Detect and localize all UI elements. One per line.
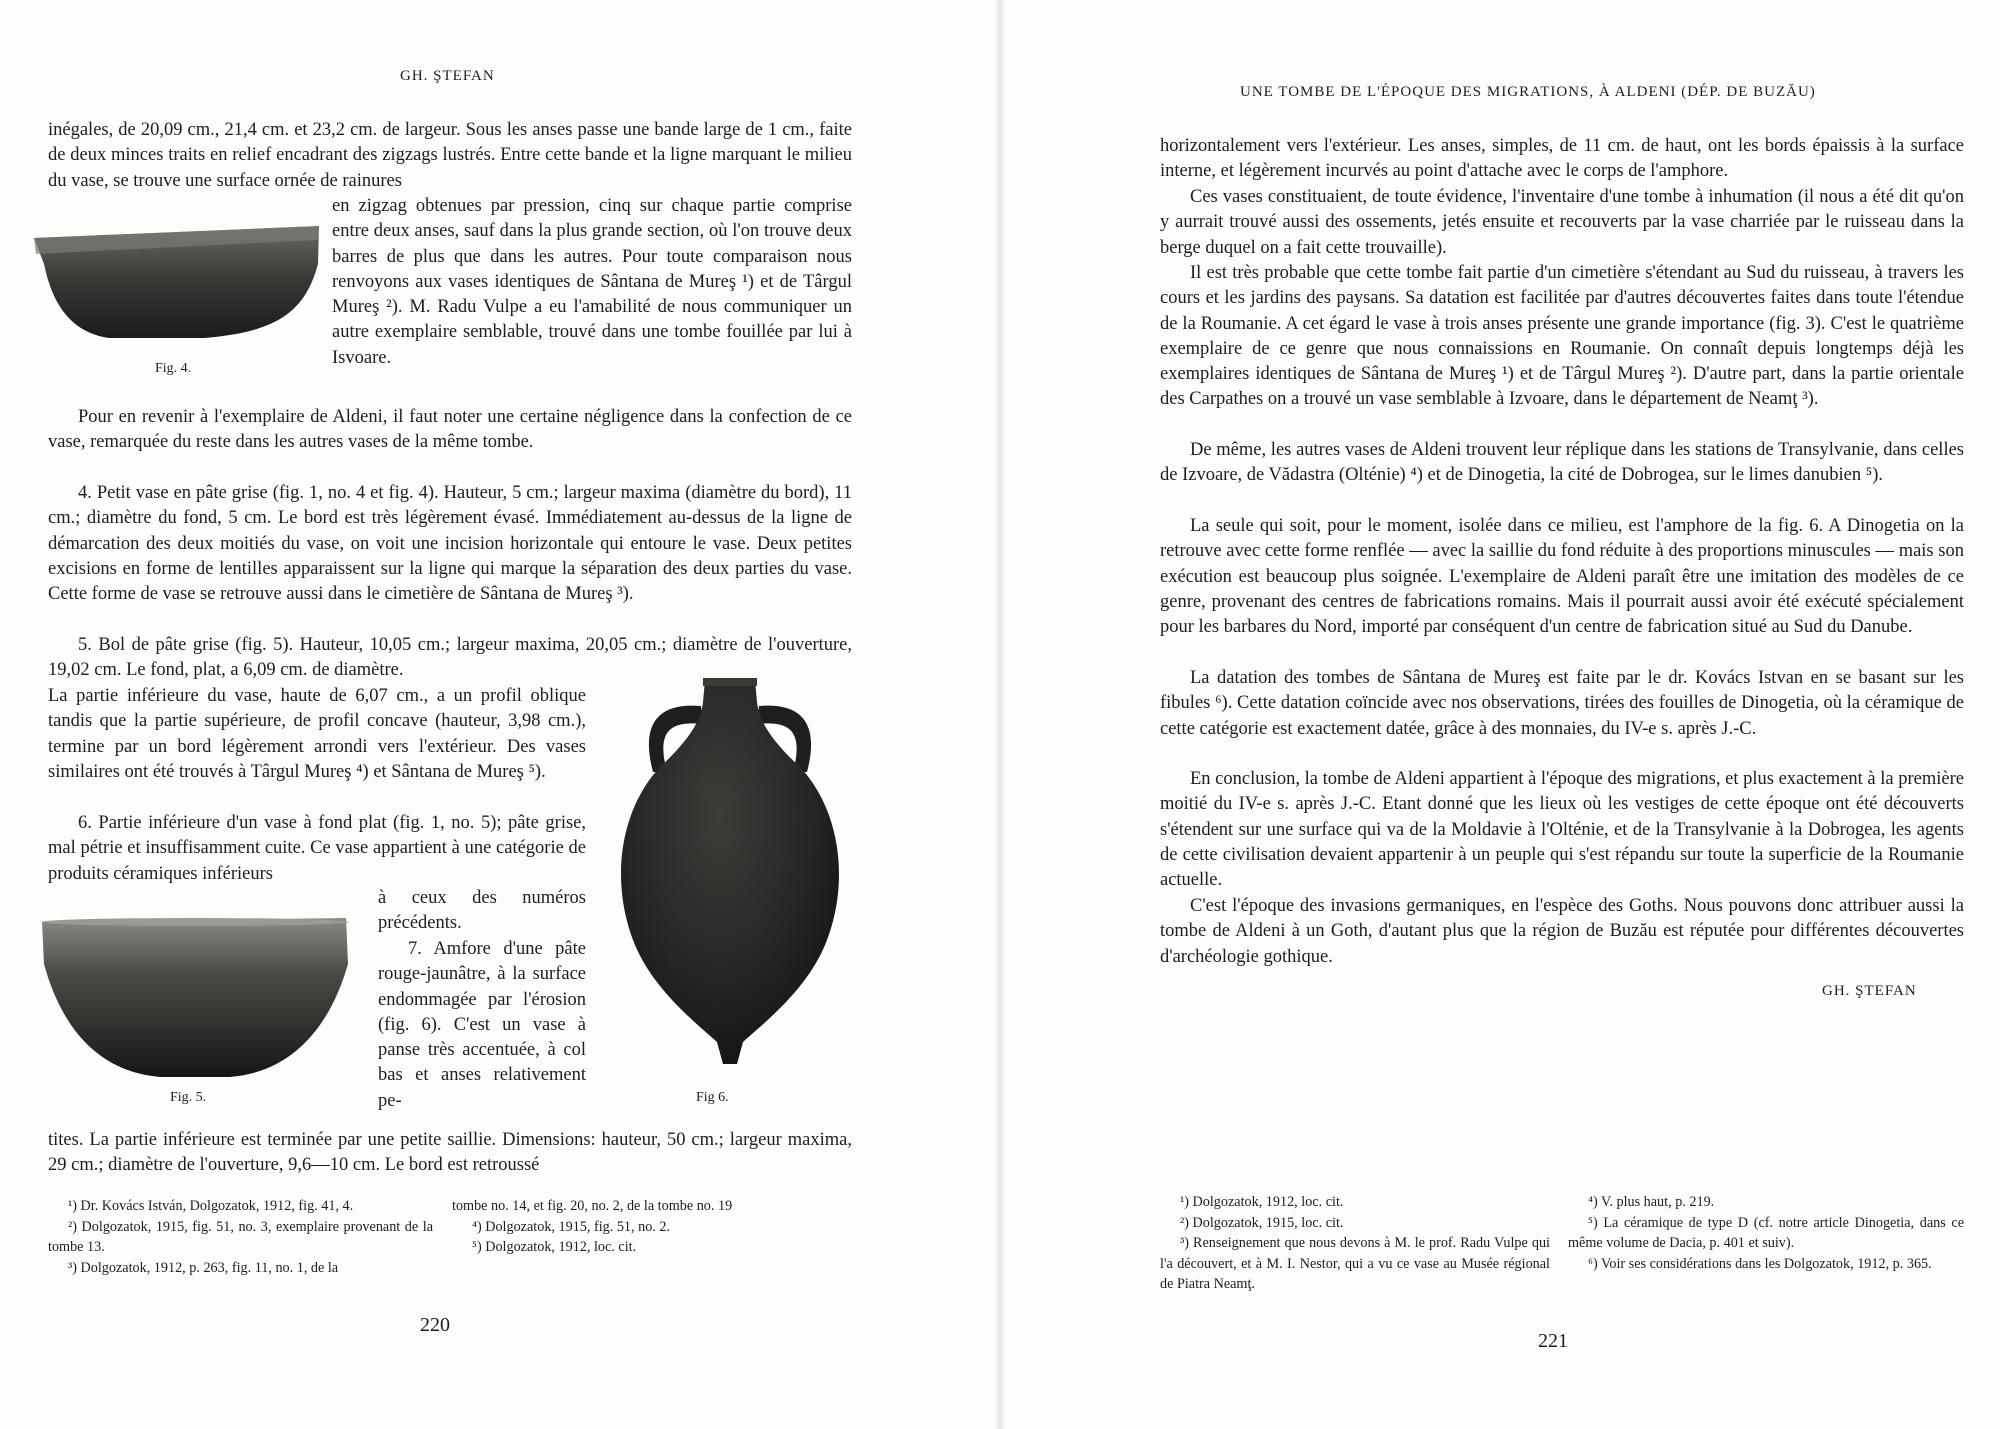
figure-4-image [14, 220, 344, 345]
running-head-left: GH. ŞTEFAN [400, 68, 495, 84]
footnote-1: ¹) Dr. Kovács István, Dolgozatok, 1912, fig. 41, 4. [68, 1198, 354, 1214]
footnote-5: ⁵) La céramique de type D (cf. notre article Dinogetia, dans ce même volume de Dacia, p. 401 et suiv). [1568, 1214, 1964, 1251]
footnotes-right-column-1 [1160, 1192, 1550, 1295]
figure-4-caption: Fig. 4. [155, 361, 192, 376]
figure-6-caption: Fig 6. [696, 1090, 729, 1105]
footnote-2: ²) Dolgozatok, 1915, loc. cit. [1180, 1214, 1344, 1231]
page-number-220: 220 [420, 1314, 450, 1336]
paragraph-4: 5. Bol de pâte grise (fig. 5). Hauteur, 10,05 cm.; largeur maxima, 20,05 cm.; diamètre de l'ouverture, 19,02 cm. Le fond, plat, a 6,09 cm. de diamètre. [48, 635, 852, 681]
figure-6-image [605, 672, 855, 1072]
footnote-2: ²) Dolgozatok, 1915, fig. 51, no. 3, exemplaire provenant de la tombe 13. [48, 1218, 433, 1255]
paragraph-1: horizontalement vers l'extérieur. Les anses, simples, de 11 cm. de haut, ont les bords épaissis à la surface interne, et légèrement incurvés au point d'attache avec le corps de l'amphore. [1160, 136, 1964, 182]
paragraph-3: 4. Petit vase en pâte grise (fig. 1, no. 4 et fig. 4). Hauteur, 5 cm.; largeur maxima (diamètre du bord), 11 cm.; diamètre du fond, 5 cm. Le bord est très légèrement évasé. Immédiatement au-dessus de la ligne de démarcation des deux moitiés du vase, on voit une incision horizontale qui entoure le vase. Deux petites excisions en forme de lentilles apparaissent sur la ligne qui marque la séparation des deux parties du vase. Cette forme de vase se retrouve aussi dans le cimetière de Sântana de Mureş ³). [48, 483, 852, 605]
page-number-221: 221 [1538, 1330, 1568, 1352]
paragraph-2: Pour en revenir à l'exemplaire de Aldeni, il faut noter une certaine négligence dans la confection de ce vase, remarquée du reste dans les autres vases de la même tombe. [48, 407, 852, 453]
paragraph-5-continued: à ceux des numéros précédents. [378, 888, 586, 934]
paragraph-1: inégales, de 20,09 cm., 21,4 cm. et 23,2 cm. de largeur. Sous les anses passe une bande large de 1 cm., faite de deux minces traits en relief encadrant des zigzags lustrés. Entre cette bande et la ligne marquant le milieu du vase, se trouve une surface ornée de rainures [48, 120, 852, 191]
paragraph-5: La seule qui soit, pour le moment, isolée dans ce milieu, est l'amphore de la fig. 6. A Dinogetia on la retrouve avec cette forme renflée — avec la saillie du fond réduite à des proportions minuscules — mais son exécution est beaucoup plus soignée. L'exemplaire de Aldeni paraît être une imitation des modèles de ce genre, provenant des centres de fabrications romains. Mais il pourrait aussi avoir été exécuté spécialement pour les barbares du Nord, importé par conséquent d'un centre de fabrication situé au Sud du Danube. [1160, 516, 1964, 638]
figure-5-image [30, 912, 360, 1082]
paragraph-4: De même, les autres vases de Aldeni trouvent leur réplique dans les stations de Transylvanie, dans celles de Izvoare, de Vădastra (Olténie) ⁴) et de Dinogetia, la cité de Dobrogea, sur le limes danubien ⁵). [1160, 440, 1964, 486]
paragraph-2: Ces vases constituaient, de toute évidence, l'inventaire d'une tombe à inhumation (il nous a été dit qu'on y aurrait trouvé aussi des ossements, jetés ensuite et recouverts par la vase charriée par le ruisseau dans la berge duquel on a fait cette trouvaille). [1160, 187, 1964, 258]
paragraph-6: 7. Amfore d'une pâte rouge-jaunâtre, à la surface endommagée par l'érosion (fig. 6). C'est un vase à panse très accentuée, à col bas et anses relativement pe- [378, 939, 586, 1111]
paragraph-4-continued: La partie inférieure du vase, haute de 6,07 cm., a un profil oblique tandis que la partie supérieure, de profil concave (hauteur, 3,98 cm.), termine par un bord légèrement arrondi vers l'extérieur. Des vases similaires ont été trouvés à Târgul Mureş ⁴) et Sântana de Mureş ⁵). [48, 686, 586, 782]
footnote-4: ⁴) V. plus haut, p. 219. [1588, 1194, 1715, 1210]
running-head-right: UNE TOMBE DE L'ÉPOQUE DES MIGRATIONS, À ALDENI (DÉP. DE BUZĂU) [1240, 84, 1816, 100]
footnote-6: ⁶) Voir ses considérations dans les Dolgozatok, 1912, p. 365. [1588, 1255, 1932, 1272]
footnote-4: ⁴) Dolgozatok, 1915, fig. 51, no. 2. [472, 1218, 671, 1235]
paragraph-7: tites. La partie inférieure est terminée par une petite saillie. Dimensions: hauteur, 50 cm.; largeur maxima, 29 cm.; diamètre de l'ouverture, 9,6—10 cm. Le bord est retroussé [48, 1130, 852, 1176]
footnotes-left-column-2 [452, 1196, 852, 1258]
footnote-3: ³) Renseignement que nous devons à M. le prof. Radu Vulpe qui l'a découvert, et à M. I. Nestor, qui a vu ce vase au Musée régional de Piatra Neamţ. [1160, 1235, 1550, 1292]
footnote-3: ³) Dolgozatok, 1912, p. 263, fig. 11, no. 1, de la [68, 1259, 339, 1276]
paragraph-8: C'est l'époque des invasions germaniques, en l'espèce des Goths. Nous pouvons donc attribuer aussi la tombe de Aldeni à un Goth, d'autant plus que la région de Buzău est réputée pour différentes découvertes d'archéologie gothique. [1160, 896, 1964, 967]
paragraph-3: Il est très probable que cette tombe fait partie d'un cimetière s'étendant au Sud du ruisseau, à travers les cours et les jardins des paysans. Sa datation est facilitée par d'autres découvertes faites dans toute l'étendue de la Roumanie. A cet égard le vase à trois anses présente une grande importance (fig. 3). C'est le quatrième exemplaire de ce genre que nous connaissions en Roumanie. On connaît depuis longtemps déjà les exemplaires identiques de Sântana de Mureş ¹) et de Târgul Mureş ²). D'autre part, dans la partie orientale des Carpathes on a trouvé un vase semblable à Izvoare, dans le département de Neamţ ³). [1160, 263, 1964, 410]
author-signature: GH. ŞTEFAN [1822, 983, 1917, 999]
footnotes-left-column-1 [48, 1196, 433, 1278]
paragraph-5: 6. Partie inférieure d'un vase à fond plat (fig. 1, no. 5); pâte grise, mal pétrie et insuffisamment cuite. Ce vase appartient à une catégorie de produits céramiques inférieurs [48, 813, 586, 884]
footnotes-right-column-2 [1568, 1192, 1964, 1274]
footnote-5: ⁵) Dolgozatok, 1912, loc. cit. [472, 1239, 637, 1255]
paragraph-6: La datation des tombes de Sântana de Mureş est faite par le dr. Kovács Istvan en se basant sur les fibules ⁶). Cette datation coïncide avec nos observations, tirées des fouilles de Dinogetia, où la céramique de cette catégorie est exactement datée, grâce à des monnaies, du IV-e s. après J.-C. [1160, 668, 1964, 739]
page-221 [1000, 0, 2000, 1429]
footnote-3-continued: tombe no. 14, et fig. 20, no. 2, de la tombe no. 19 [452, 1198, 733, 1214]
footnote-1: ¹) Dolgozatok, 1912, loc. cit. [1180, 1194, 1344, 1210]
paragraph-7: En conclusion, la tombe de Aldeni appartient à l'époque des migrations, et plus exactement à la première moitié du IV-e s. après J.-C. Etant donné que les lieux où les vestiges de cette époque ont été découverts s'étendent sur une surface qui va de la Moldavie à l'Olténie, et de la Transylvanie à la Dobrogea, les agents de cette civilisation devaient appartenir à un peuple qui s'est répandu sur toute la superficie de la Roumanie actuelle. [1160, 769, 1964, 891]
figure-5-caption: Fig. 5. [170, 1090, 207, 1105]
paragraph-1-continued: en zigzag obtenues par pression, cinq sur chaque partie comprise entre deux anses, sauf dans la plus grande section, où l'on trouve deux barres de plus que dans les autres. Pour toute comparaison nous renvoyons aux vases identiques de Sântana de Mureş ¹) et de Târgul Mureş ²). M. Radu Vulpe a eu l'amabilité de nous communiquer un autre exemplaire semblable, trouvé dans une tombe fouillée par lui à Isvoare. [332, 196, 852, 368]
